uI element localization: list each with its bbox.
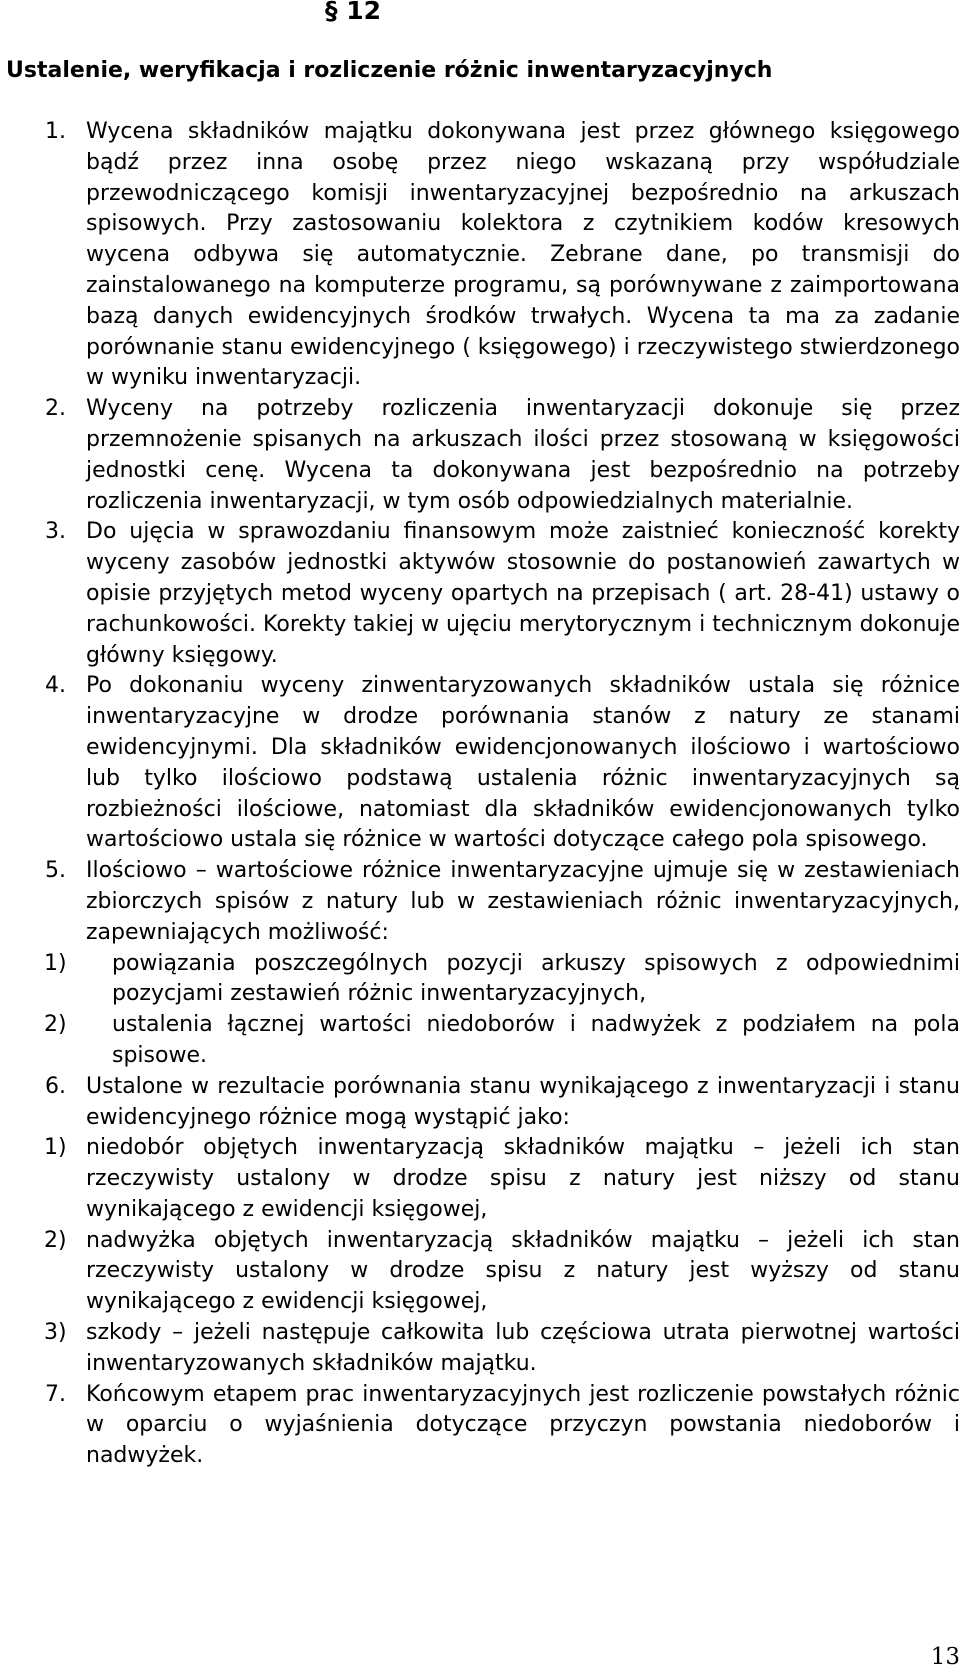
paragraph-text: Do ujęcia w sprawozdaniu finansowym może zaistnieć konieczność korekty wyceny zasobów jednostki aktywów stosownie do postanowień zawartych w opisie przyjętych metod wyceny opartych na przepisach ( art. 28-41) ustawy o rachunkowości. Korekty takiej w ujęciu merytorycznym i technicznym dokonuje główny księgowy.	[86, 519, 960, 668]
paragraph-5	[0, 856, 960, 948]
page-number: 13	[930, 1644, 960, 1670]
paragraph-6-subitem-2	[0, 1226, 960, 1318]
paragraph-number: 2.	[45, 396, 66, 422]
paragraph-number: 1.	[45, 119, 66, 144]
subitem-number: 3)	[44, 1320, 67, 1346]
paragraph-number: 7.	[45, 1381, 66, 1407]
subitem-text: powiązania poszczególnych pozycji arkuszy spisowych z odpowiednimi pozycjami zestawień różnic inwentaryzacyjnych,	[112, 950, 960, 1007]
subitem-text: szkody – jeżeli następuje całkowita lub częściowa utrata pierwotnej wartości inwentaryzowanych składników majątku.	[86, 1320, 960, 1376]
paragraph-text: Ilościowo – wartościowe różnice inwentaryzacyjne ujmuje się w zestawieniach zbiorczych spisów z natury lub w zestawieniach różnic inwentaryzacyjnych, zapewniających możliwość:	[86, 858, 960, 945]
document-body	[0, 117, 960, 1472]
section-title: Ustalenie, weryfikacja i rozliczenie różnic inwentaryzacyjnych	[6, 58, 773, 83]
subitem-number: 2)	[44, 1227, 67, 1253]
paragraph-5-subitem-2	[0, 1010, 960, 1072]
paragraph-6	[0, 1072, 960, 1134]
paragraph-text: Po dokonaniu wyceny zinwentaryzowanych składników ustala się różnice inwentaryzacyjne w drodze porównania stanów z natury ze stanami ewidencyjnymi. Dla składników ewidencjonowanych ilościowo i wartościowo lub tylko ilościowo podstawą ustalenia różnic inwentaryzacyjnych są rozbieżności ilościowe, natomiast dla składników ewidencjonowanych tylko wartościowo ustala się różnice w wartości dotyczące całego pola spisowego.	[86, 673, 960, 853]
paragraph-text: Końcowym etapem prac inwentaryzacyjnych jest rozliczenie powstałych różnic w oparciu o wyjaśnienia dotyczące przyczyn powstania niedoborów i nadwyżek.	[86, 1381, 960, 1469]
paragraph-number: 4.	[45, 673, 66, 699]
paragraph-6-subitem-1	[0, 1133, 960, 1225]
subitem-text: nadwyżka objętych inwentaryzacją składników majątku – jeżeli ich stan rzeczywisty ustalony w drodze spisu z natury jest wyższy od stanu wynikającego z ewidencji księgowej,	[86, 1227, 960, 1315]
paragraph-4	[0, 671, 960, 856]
paragraph-text: Ustalone w rezultacie porównania stanu wynikającego z inwentaryzacji i stanu ewidencyjnego różnice mogą wystąpić jako:	[86, 1073, 960, 1130]
subitem-text: ustalenia łącznej wartości niedoborów i nadwyżek z podziałem na pola spisowe.	[112, 1012, 960, 1068]
paragraph-text: Wyceny na potrzeby rozliczenia inwentaryzacji dokonuje się przez przemnożenie spisanych na arkuszach ilości przez stosowaną w księgowości jednostki cenę. Wycena ta dokonywana jest bezpośrednio na potrzeby rozliczenia inwentaryzacji, w tym osób odpowiedzialnych materialnie.	[86, 396, 960, 514]
paragraph-number: 5.	[45, 858, 66, 884]
paragraph-2	[0, 394, 960, 517]
section-mark: § 12	[325, 0, 381, 25]
paragraph-7	[0, 1380, 960, 1472]
paragraph-5-subitem-1	[0, 949, 960, 1011]
paragraph-3	[0, 517, 960, 671]
paragraph-number: 6.	[45, 1073, 66, 1099]
subitem-text: niedobór objętych inwentaryzacją składników majątku – jeżeli ich stan rzeczywisty ustalony w drodze spisu z natury jest niższy od stanu wynikającego z ewidencji księgowej,	[86, 1135, 960, 1222]
subitem-number: 1)	[44, 950, 67, 976]
paragraph-1	[0, 117, 960, 394]
subitem-number: 2)	[44, 1012, 67, 1038]
paragraph-text: Wycena składników majątku dokonywana jest przez głównego księgowego bądź przez inna osobę przez niego wskazaną przy współudziale przewodniczącego komisji inwentaryzacyjnej bezpośrednio na arkuszach spisowych. Przy zastosowaniu kolektora z czytnikiem kodów kresowych wycena odbywa się automatycznie. Zebrane dane, po transmisji do zainstalowanego na komputerze programu, są porównywane z zaimportowana bazą danych ewidencyjnych środków trwałych. Wycena ta ma za zadanie porównanie stanu ewidencyjnego ( księgowego) i rzeczywistego stwierdzonego w wyniku inwentaryzacji.	[86, 119, 960, 391]
paragraph-number: 3.	[45, 519, 66, 545]
paragraph-6-subitem-3	[0, 1318, 960, 1380]
subitem-number: 1)	[44, 1135, 67, 1161]
